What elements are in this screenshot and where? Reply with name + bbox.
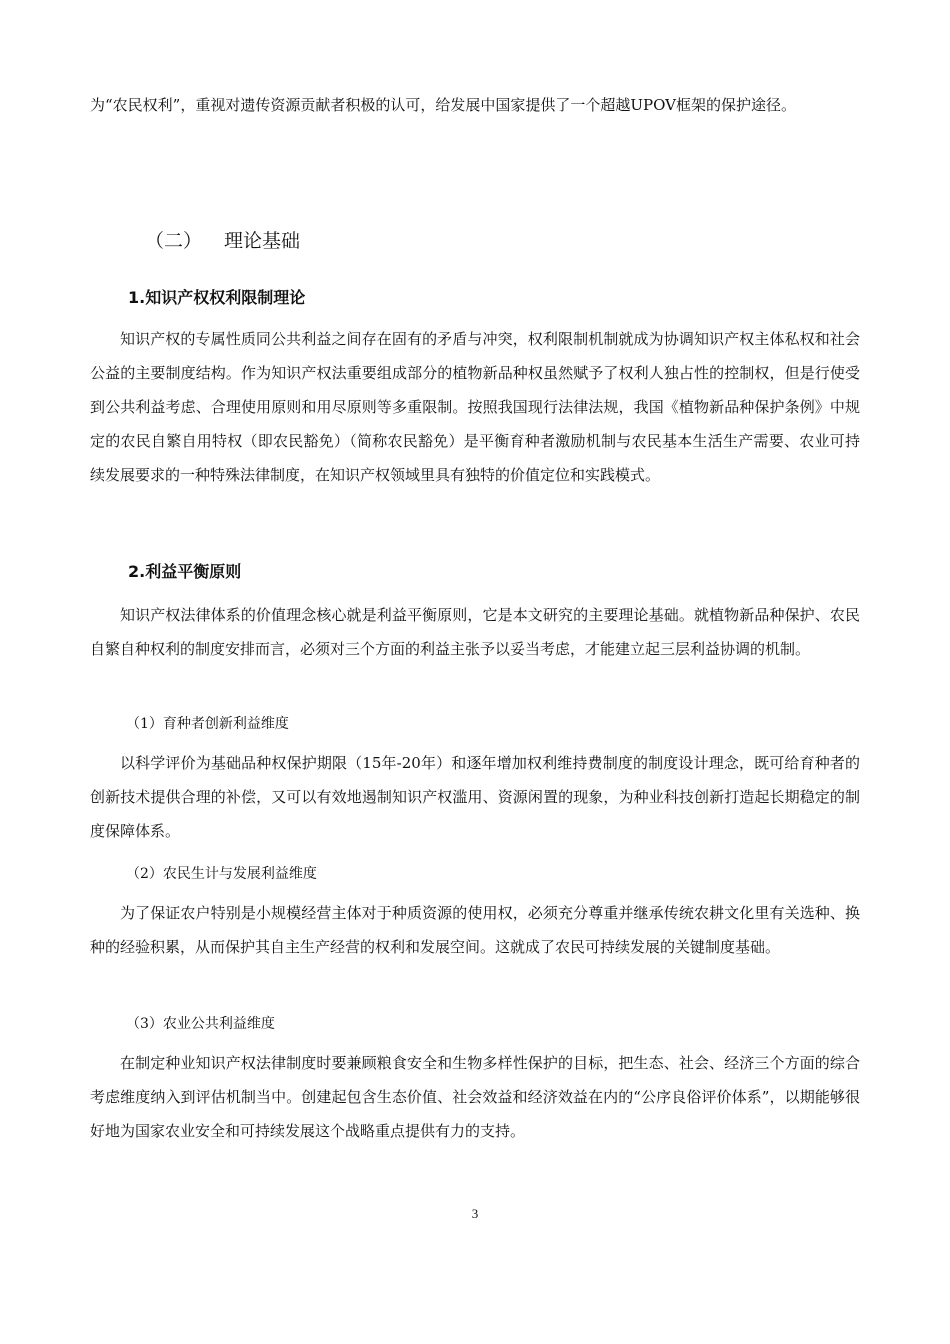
paragraph-public-interest: 在制定种业知识产权法律制度时要兼顾粮食安全和生物多样性保护的目标，把生态、社会、经济三个方面的综合考虑维度纳入到评估机制当中。创建起包含生态价值、社会效益和经济效益在内的“公序良俗评价体系”，以期能够很好地为国家农业安全和可持续发展这个战略重点提供有力的支持。 — [90, 1054, 860, 1140]
paragraph-rights-limitation: 知识产权的专属性质同公共利益之间存在固有的矛盾与冲突，权利限制机制就成为协调知识产权主体私权和社会公益的主要制度结构。作为知识产权法重要组成部分的植物新品种权虽然赋予了权利人独占性的控制权，但是行使受到公共利益考虑、合理使用原则和用尽原则等多重限制。按照我国现行法律法规，我国《植物新品种保护条例》中规定的农民自繁自用特权（即农民豁免）（简称农民豁免）是平衡育种者激励机制与农民基本生活生产需要、农业可持续发展要求的一种特殊法律制度，在知识产权领域里具有独特的价值定位和实践模式。 — [90, 330, 860, 484]
section-title: 理论基础 — [224, 230, 301, 252]
paragraph-interest-balance: 知识产权法律体系的价值理念核心就是利益平衡原则，它是本文研究的主要理论基础。就植物新品种保护、农民自繁自种权利的制度安排而言，必须对三个方面的利益主张予以妥当考虑，才能建立起三层利益协调的机制。 — [90, 606, 860, 658]
subsection-heading-2: 2.利益平衡原则 — [128, 562, 242, 581]
subsection-heading-1: 1.知识产权权利限制理论 — [128, 288, 306, 307]
continued-paragraph: 为“农民权利”，重视对遗传资源贡献者积极的认可，给发展中国家提供了一个超越UPOV框架的保护途径。 — [90, 96, 796, 114]
paragraph-farmer-interest: 为了保证农户特别是小规模经营主体对于种质资源的使用权，必须充分尊重并继承传统农耕文化里有关选种、换种的经验积累，从而保护其自主生产经营的权利和发展空间。这就成了农民可持续发展的关键制度基础。 — [90, 904, 860, 956]
section-number: （二） — [145, 230, 203, 252]
dimension-heading-3: （3）农业公共利益维度 — [126, 1016, 275, 1032]
dimension-heading-1: （1）育种者创新利益维度 — [126, 716, 289, 732]
page-number: 3 — [471, 1206, 479, 1221]
section-heading — [145, 226, 300, 256]
paragraph-breeder-interest: 以科学评价为基础品种权保护期限（15年-20年）和逐年增加权利维持费制度的制度设计理念，既可给育种者的创新技术提供合理的补偿，又可以有效地遏制知识产权滥用、资源闲置的现象，为种业科技创新打造起长期稳定的制度保障体系。 — [90, 754, 860, 840]
dimension-heading-2: （2）农民生计与发展利益维度 — [126, 866, 317, 882]
